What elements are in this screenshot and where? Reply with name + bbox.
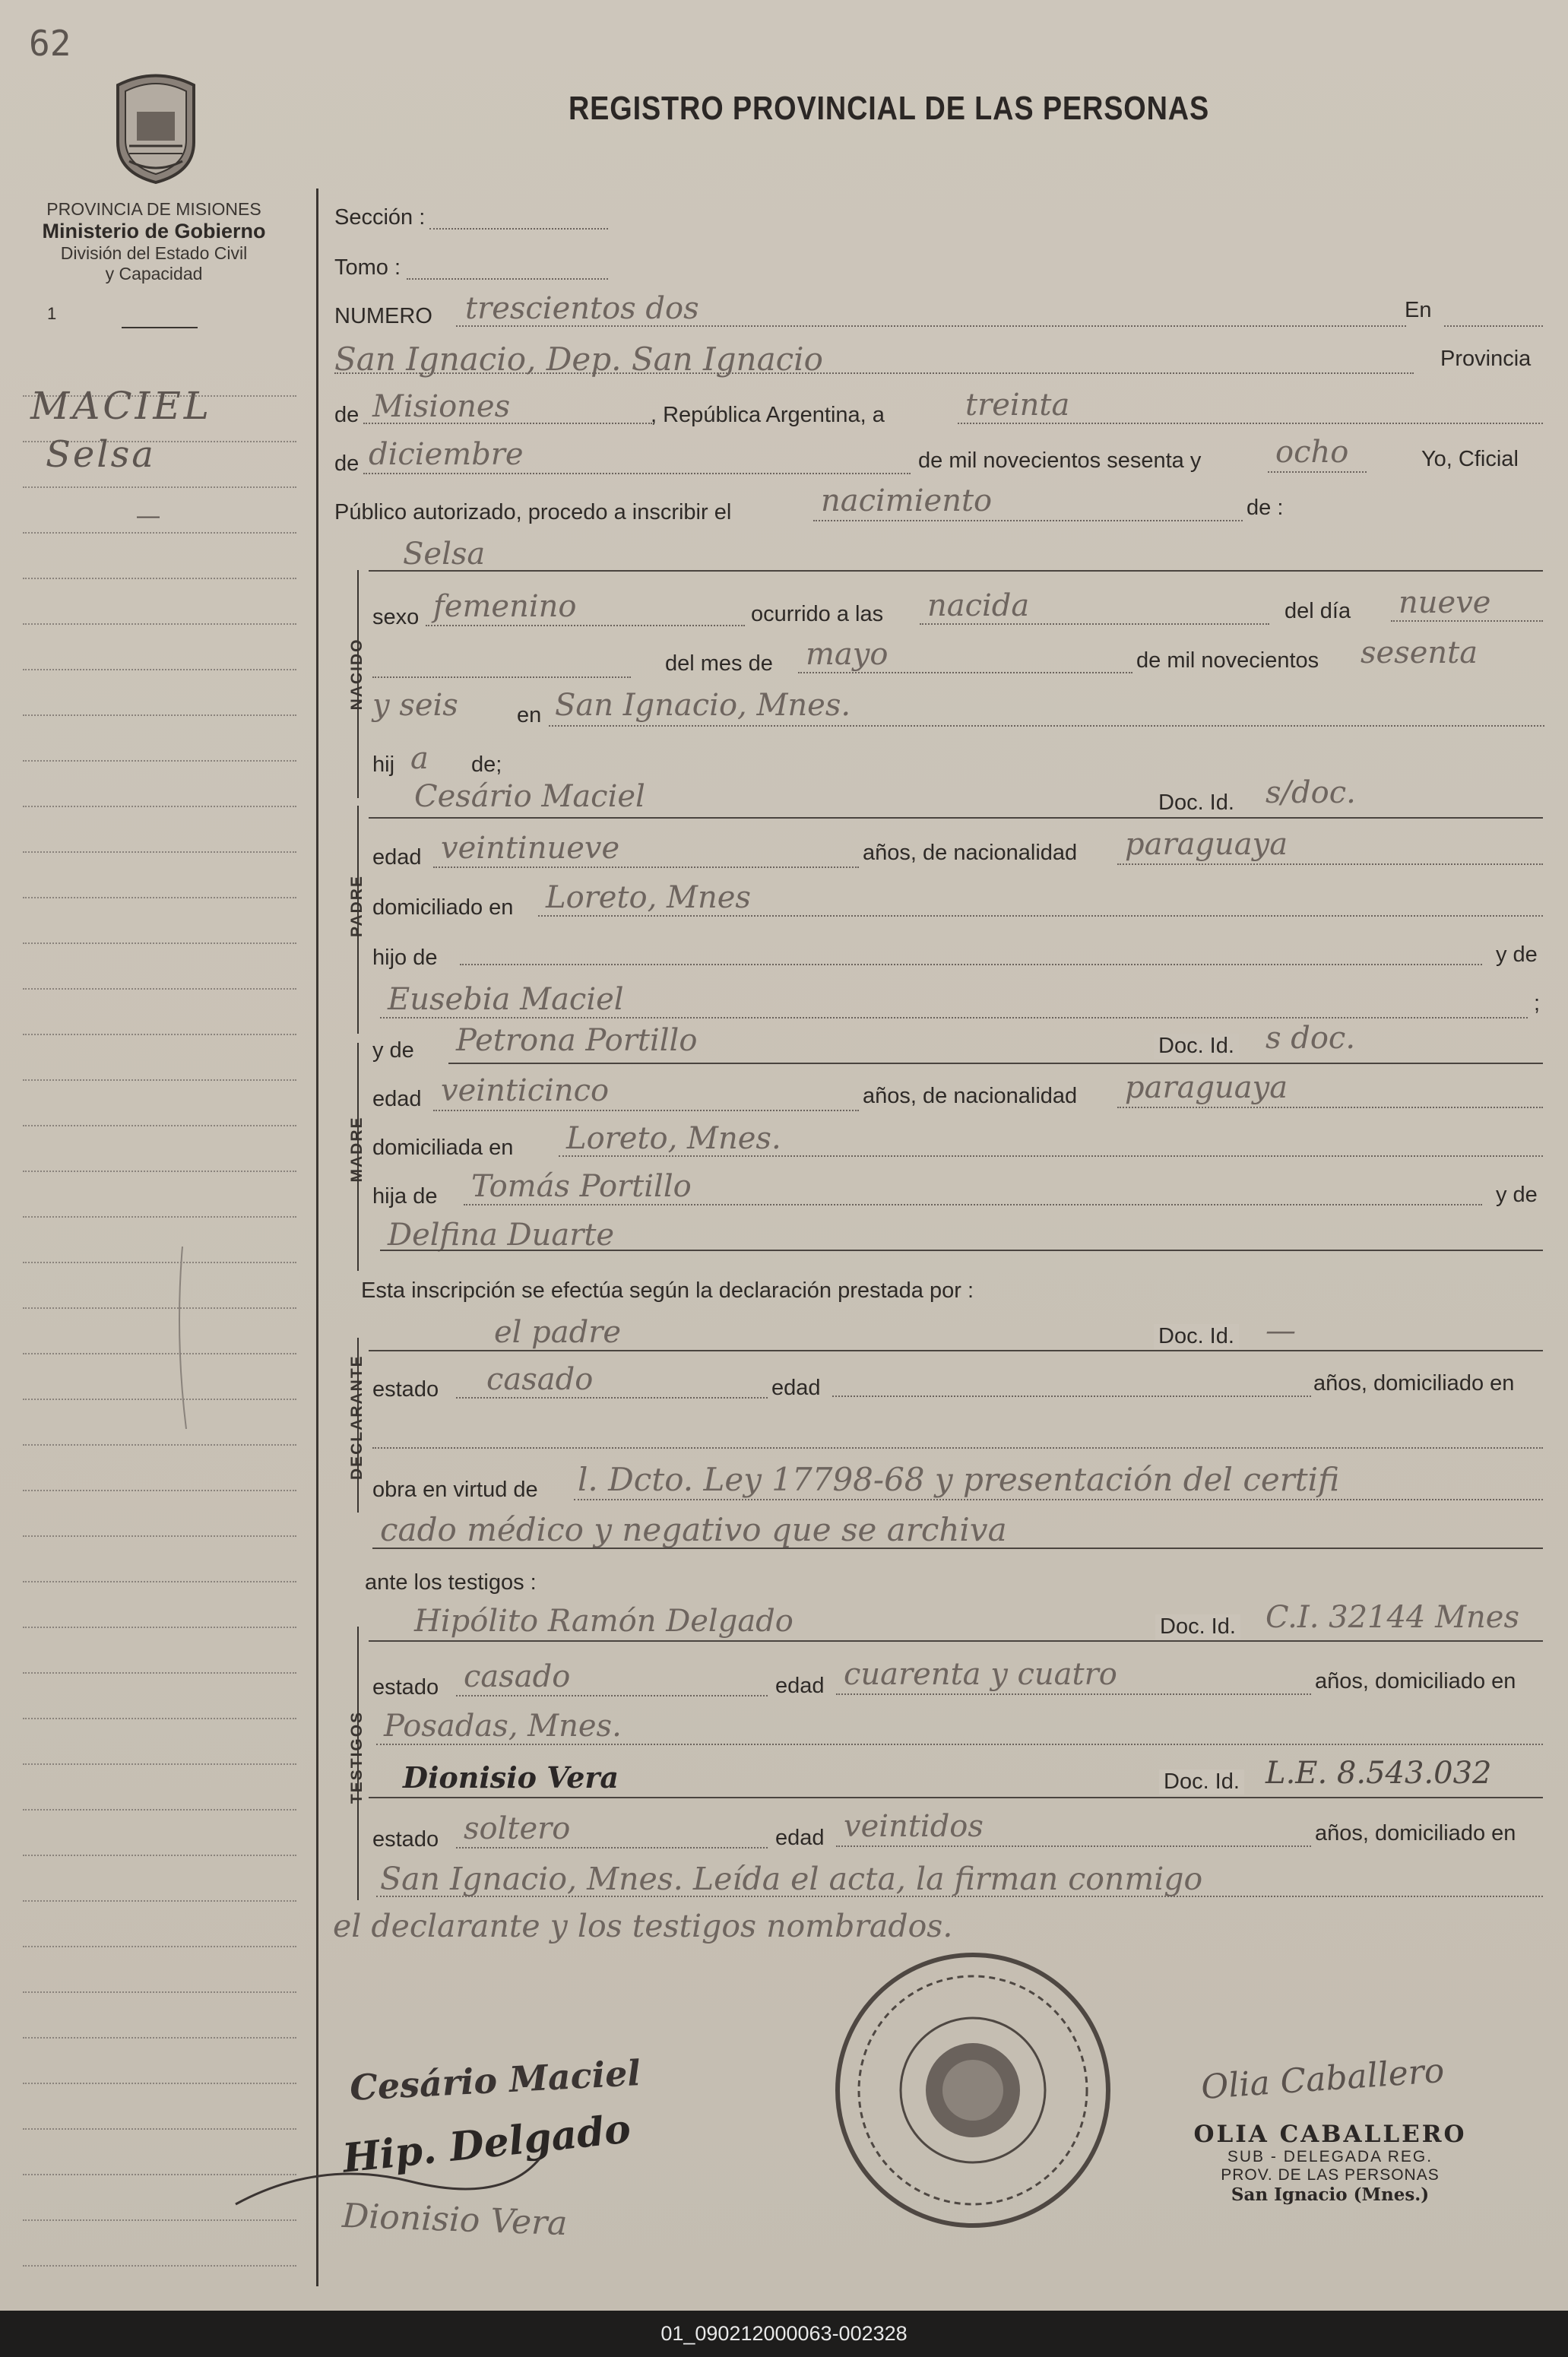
abuela-materna-value: Delfina Duarte — [388, 1218, 615, 1253]
lugar-value: San Ignacio, Dep. San Ignacio — [334, 341, 823, 378]
margin-mark: 1 — [47, 304, 57, 323]
mes-value: diciembre — [369, 437, 524, 472]
testigo1-doc-label: Doc. Id. — [1155, 1614, 1240, 1639]
lugar-nac-value: San Ignacio, Mnes. — [555, 688, 851, 723]
de-mil-label: de mil novecientos sesenta y — [918, 448, 1202, 473]
numero-label: NUMERO — [334, 304, 432, 328]
abuelo-materno-value: Tomás Portillo — [471, 1169, 692, 1204]
margin-given-name: Selsa — [46, 433, 156, 476]
padre-doc-value: s/doc. — [1265, 775, 1356, 810]
hijo-de-label: hijo de — [372, 946, 438, 970]
declarante-section-label: DECLARANTE — [348, 1354, 366, 1480]
authority-division: División del Estado Civil — [60, 243, 248, 263]
anio-value: ocho — [1275, 435, 1349, 470]
de-mil2-label: de mil novecientos — [1136, 648, 1319, 673]
de2-label: de — [334, 451, 360, 476]
page-number: 62 — [29, 23, 71, 64]
testigo2-edad-value: veintidos — [844, 1809, 984, 1844]
declarante-value: el padre — [494, 1315, 622, 1350]
en2-label: en — [517, 703, 542, 727]
testigo1-anos-dom-label: años, domiciliado en — [1315, 1669, 1516, 1693]
declarante-estado-label: estado — [372, 1377, 439, 1402]
archive-footer: 01_090212000063-002328 — [0, 2311, 1568, 2357]
de-label: de — [334, 403, 360, 427]
padre-doc-label: Doc. Id. — [1154, 790, 1239, 816]
testigo2-anos-dom-label: años, domiciliado en — [1315, 1821, 1516, 1845]
ante-testigos-label: ante los testigos : — [365, 1570, 537, 1595]
padre-dom-value: Loreto, Mnes — [546, 880, 751, 915]
padre-anos-nac-label: años, de nacionalidad — [863, 841, 1078, 865]
semicolon-label: ; — [1534, 991, 1541, 1015]
round-seal-icon — [828, 1946, 1117, 2235]
testigos-section-label: TESTIGOS — [348, 1710, 366, 1804]
tomo-label: Tomo : — [334, 255, 401, 280]
hija-de-label: hija de — [372, 1184, 438, 1209]
authority-block — [0, 199, 308, 284]
dia-nac-value: nueve — [1399, 585, 1491, 620]
testigo1-dom-value: Posadas, Mnes. — [384, 1709, 622, 1744]
margin-surname: MACIEL — [30, 384, 213, 428]
padre-section-label: PADRE — [348, 875, 366, 937]
en-label: En — [1405, 298, 1432, 322]
signature-2: Hip. Delgado — [340, 2105, 633, 2182]
obra-line1-value: l. Dcto. Ley 17798-68 y presentación del certifi — [578, 1461, 1340, 1498]
authority-capacity: y Capacidad — [105, 264, 203, 284]
madre-doc-label: Doc. Id. — [1154, 1034, 1239, 1059]
inscripcion-label: Esta inscripción se efectúa según la declaración prestada por : — [361, 1278, 974, 1303]
madre-dom-value: Loreto, Mnes. — [566, 1121, 781, 1156]
stamp-line2: SUB - DELEGADA REG. — [1227, 2148, 1433, 2165]
hij-label: hij — [372, 752, 395, 777]
signature-flourish-icon — [228, 2128, 547, 2219]
declarante-edad-label: edad — [771, 1376, 821, 1400]
sexo-label: sexo — [372, 605, 420, 629]
cierre-line2-value: el declarante y los testigos nombrados. — [333, 1908, 953, 1944]
madre-edad-value: veinticinco — [441, 1073, 610, 1108]
madre-nac-value: paraguaya — [1125, 1070, 1288, 1105]
declarante-doc-label: Doc. Id. — [1154, 1324, 1239, 1349]
seccion-label: Sección : — [334, 205, 426, 230]
testigo2-doc-label: Doc. Id. — [1159, 1769, 1244, 1795]
nacido-section-label: NACIDO — [348, 638, 366, 711]
acto-value: nacimiento — [821, 483, 993, 518]
anio-nac-b-value: y seis — [372, 688, 458, 723]
testigo1-value: Hipólito Ramón Delgado — [414, 1604, 794, 1639]
provincia-value: Misiones — [372, 389, 511, 424]
page-title: REGISTRO PROVINCIAL DE LAS PERSONAS — [569, 90, 1210, 127]
del-dia-label: del día — [1284, 599, 1351, 623]
madre-edad-label: edad — [372, 1087, 422, 1111]
padre-edad-label: edad — [372, 845, 422, 870]
hora-value: nacida — [927, 588, 1030, 623]
hij-suffix-value: a — [410, 741, 429, 776]
de-colon-label: de : — [1246, 496, 1284, 520]
testigo2-doc-value: L.E. 8.543.032 — [1265, 1756, 1492, 1791]
madre-section-label: MADRE — [348, 1116, 366, 1183]
testigo1-edad-label: edad — [775, 1674, 825, 1698]
padre-domiciliado-label: domiciliado en — [372, 895, 514, 920]
madre-anos-nac-label: años, de nacionalidad — [863, 1084, 1078, 1108]
authority-province: PROVINCIA DE MISIONES — [46, 199, 261, 219]
stamp-line1: OLIA CABALLERO — [1193, 2121, 1467, 2148]
madre-y-de2-label: y de — [1496, 1183, 1538, 1207]
madre-domiciliada-label: domiciliada en — [372, 1136, 514, 1160]
nombre-value: Selsa — [403, 537, 486, 572]
padre-y-de-label: y de — [1496, 942, 1538, 967]
sexo-value: femenino — [433, 589, 577, 624]
madre-y-de-label: y de — [372, 1038, 414, 1063]
testigo2-estado-label: estado — [372, 1827, 439, 1852]
declarante-estado-value: casado — [486, 1362, 594, 1397]
madre-nombre-value: Petrona Portillo — [456, 1023, 698, 1058]
testigo1-estado-value: casado — [464, 1659, 571, 1694]
signature-4: Olia Caballero — [1199, 2051, 1446, 2108]
testigo2-value: Dionisio Vera — [403, 1760, 619, 1795]
margin-dash: — — [137, 503, 160, 528]
testigo2-estado-value: soltero — [464, 1811, 571, 1846]
obra-line2-value: cado médico y negativo que se archiva — [380, 1511, 1007, 1548]
stamp-line4: San Ignacio (Mnes.) — [1231, 2184, 1430, 2205]
dia-value: treinta — [965, 388, 1070, 423]
hij-de-label: de; — [471, 752, 502, 777]
signature-1: Cesário Maciel — [348, 2052, 642, 2108]
testigo1-doc-value: C.I. 32144 Mnes — [1265, 1600, 1520, 1635]
signature-3: Dionisio Vera — [341, 2196, 569, 2244]
padre-nombre-value: Cesário Maciel — [414, 779, 645, 814]
column-divider — [316, 188, 318, 2286]
provincial-emblem-icon — [106, 70, 205, 184]
declarante-anos-dom-label: años, domiciliado en — [1313, 1371, 1515, 1396]
anio-nac-a-value: sesenta — [1361, 635, 1478, 670]
pencil-mark-icon — [171, 1247, 194, 1429]
official-stamp — [1167, 2121, 1494, 2205]
del-mes-label: del mes de — [665, 651, 773, 676]
republica-label: , República Argentina, a — [651, 403, 885, 427]
provincia-label: Provincia — [1440, 347, 1532, 371]
publico-label: Público autorizado, procedo a inscribir el — [334, 500, 732, 524]
numero-value: trescientos dos — [465, 291, 699, 326]
ocurrido-label: ocurrido a las — [751, 602, 884, 626]
authority-divider — [122, 327, 198, 328]
yo-oficial-label: Yo, Cficial — [1421, 447, 1519, 471]
padre-nac-value: paraguaya — [1125, 827, 1288, 862]
testigo1-estado-label: estado — [372, 1675, 439, 1700]
padre-edad-value: veintinueve — [441, 831, 620, 866]
abuela-paterna-value: Eusebia Maciel — [388, 982, 624, 1017]
madre-doc-value: s doc. — [1265, 1021, 1356, 1056]
obra-virtud-label: obra en virtud de — [372, 1478, 538, 1502]
stamp-line3: PROV. DE LAS PERSONAS — [1221, 2166, 1440, 2184]
authority-ministry: Ministerio de Gobierno — [42, 220, 266, 242]
testigo1-edad-value: cuarenta y cuatro — [844, 1657, 1117, 1692]
declarante-doc-value: — — [1265, 1313, 1296, 1348]
mes-nac-value: mayo — [806, 637, 889, 672]
cierre-line1-value: San Ignacio, Mnes. Leída el acta, la firman conmigo — [380, 1861, 1203, 1897]
testigo2-edad-label: edad — [775, 1826, 825, 1850]
